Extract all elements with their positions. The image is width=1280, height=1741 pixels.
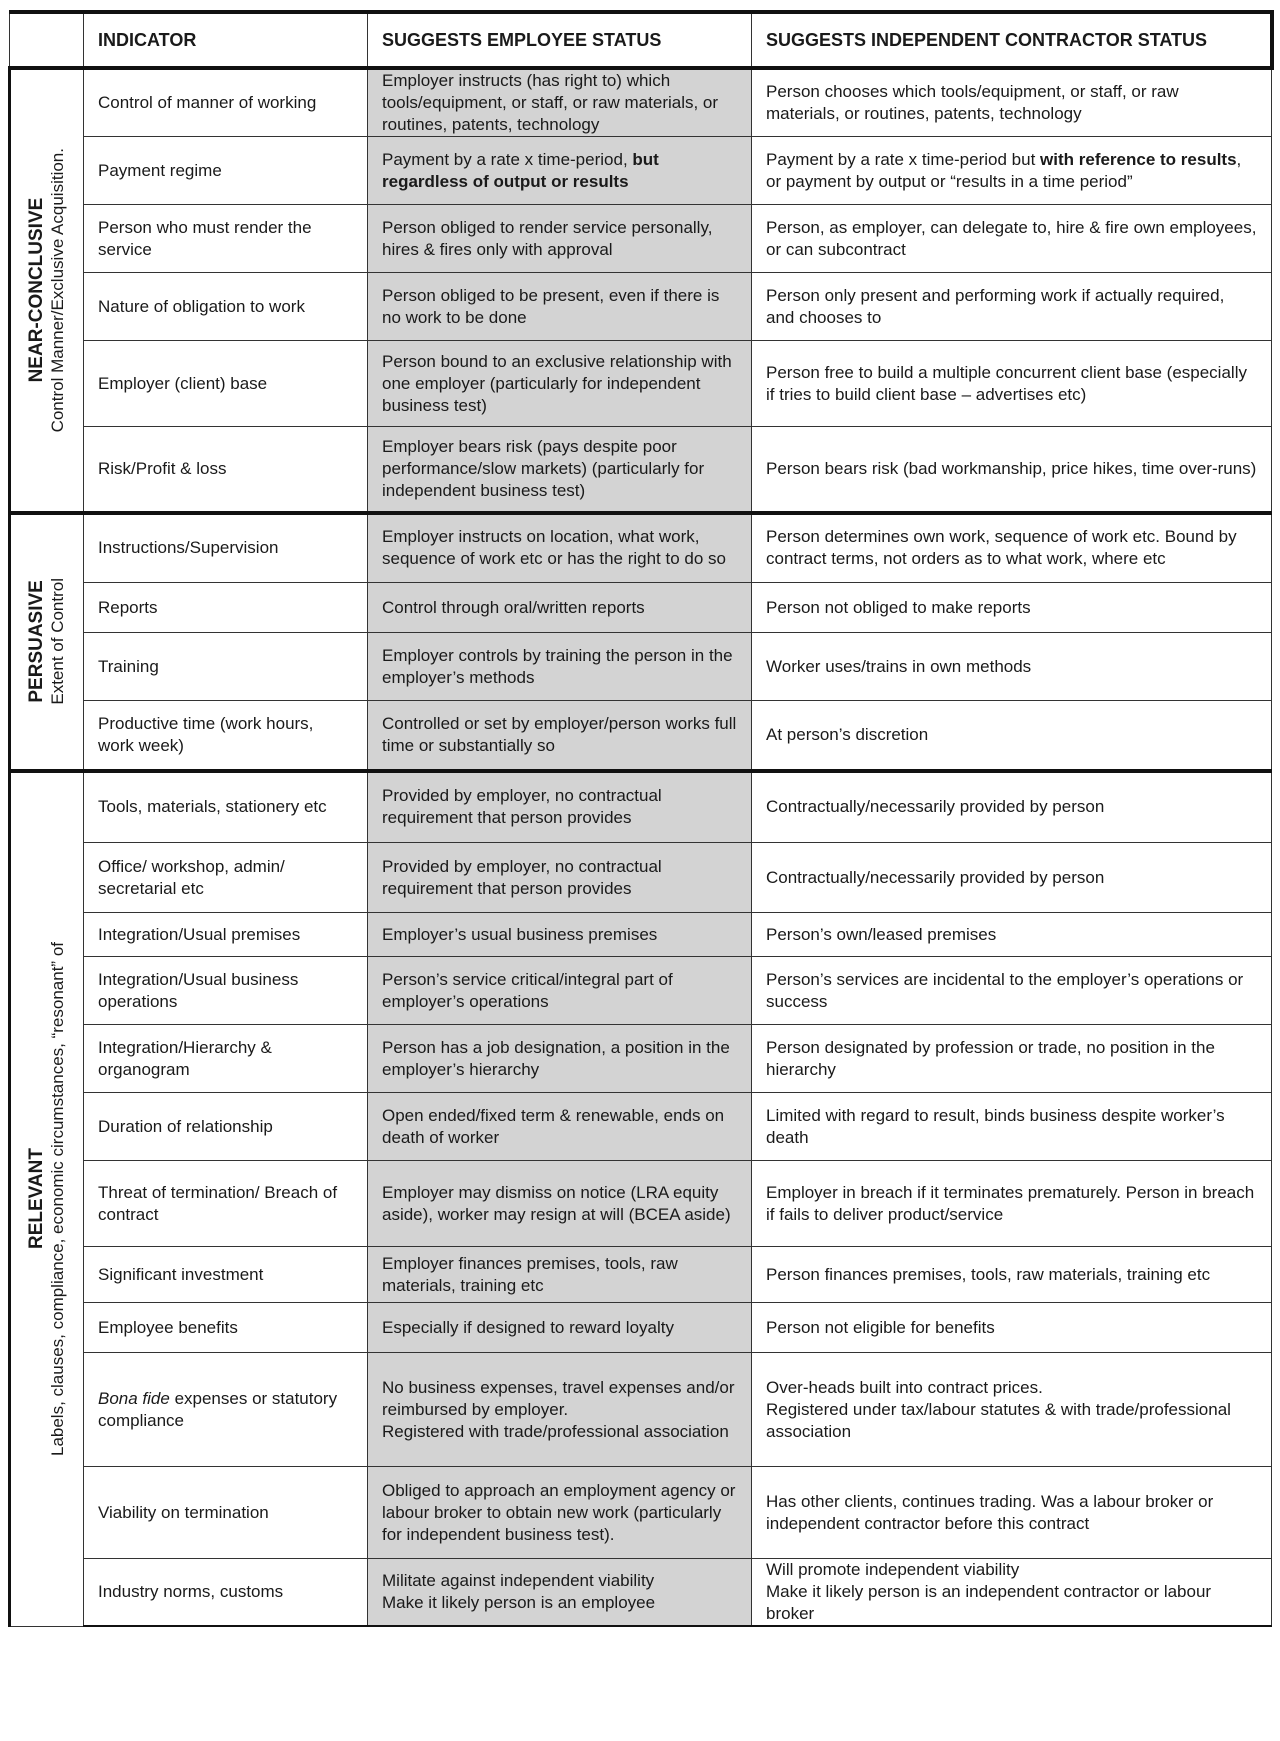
- table-row: [10, 1025, 1272, 1093]
- table-row: [10, 427, 1272, 513]
- cell-text: Integration/Hierarchy & organogram: [98, 1037, 272, 1079]
- cell-text: Integration/Usual business operations: [98, 969, 299, 1011]
- table-row: [10, 1161, 1272, 1247]
- table-row: [10, 1467, 1272, 1559]
- indicator-cell: [84, 205, 368, 273]
- contractor-status-cell: [752, 1353, 1272, 1467]
- cell-text: Nature of obligation to work: [98, 296, 305, 316]
- cell-text: Person finances premises, tools, raw materials, training etc: [766, 1264, 1211, 1284]
- cell-text: Employer bears risk (pays despite poor performance/slow markets) (particularly for independent business test): [382, 436, 705, 500]
- contractor-status-cell: [752, 1559, 1272, 1627]
- cell-text: Over-heads built into contract prices.: [766, 1377, 1043, 1397]
- cell-text: Militate against independent viability: [382, 1571, 655, 1590]
- employee-status-cell: [368, 427, 752, 513]
- table-row: [10, 1303, 1272, 1353]
- cell-text: Payment by a rate x time-period but: [766, 149, 1041, 169]
- indicator-cell: [84, 701, 368, 771]
- header-employee-status: SUGGESTS EMPLOYEE STATUS: [368, 12, 752, 68]
- table-row: [10, 771, 1272, 843]
- cell-text: Person obliged to render service personally, hires & fires only with approval: [382, 217, 713, 259]
- cell-text: Person who must render the service: [98, 217, 312, 259]
- employee-status-cell: [368, 771, 752, 843]
- table-body: [10, 68, 1272, 1626]
- cell-text: Reports: [98, 597, 158, 617]
- cell-text: Employer finances premises, tools, raw materials, training etc: [382, 1253, 678, 1295]
- cell-text: Bona fide: [98, 1388, 170, 1408]
- cell-text: Person obliged to be present, even if there is no work to be done: [382, 285, 720, 327]
- employee-status-cell: [368, 205, 752, 273]
- cell-text: Office/ workshop, admin/ secretarial etc: [98, 856, 285, 898]
- indicator-cell: [84, 513, 368, 583]
- cell-text: Especially if designed to reward loyalty: [382, 1317, 674, 1337]
- table-row: [10, 843, 1272, 913]
- indicator-cell: [84, 1559, 368, 1627]
- employee-status-cell: [368, 68, 752, 137]
- cell-text: Provided by employer, no contractual requirement that person provides: [382, 856, 662, 898]
- cell-text: Employer may dismiss on notice (LRA equity aside), worker may resign at will (BCEA aside): [382, 1182, 731, 1224]
- status-indicator-table-wrapper: [8, 10, 1270, 1627]
- contractor-status-cell: [752, 137, 1272, 205]
- cell-text: Instructions/Supervision: [98, 538, 279, 558]
- cell-text: Person designated by profession or trade, no position in the hierarchy: [766, 1037, 1215, 1079]
- category-cell: [10, 68, 84, 513]
- indicator-cell: [84, 137, 368, 205]
- category-cell: [10, 771, 84, 1627]
- indicator-cell: [84, 427, 368, 513]
- employee-status-cell: [368, 1161, 752, 1247]
- table-row: [10, 68, 1272, 137]
- cell-text: Person free to build a multiple concurrent client base (especially if tries to build client base – advertises etc): [766, 362, 1247, 404]
- cell-text: Employee benefits: [98, 1317, 238, 1337]
- cell-text: Person’s own/leased premises: [766, 924, 997, 944]
- indicator-cell: [84, 843, 368, 913]
- cell-text: Risk/Profit & loss: [98, 458, 227, 478]
- contractor-status-cell: [752, 1247, 1272, 1303]
- category-title: RELEVANT: [26, 1148, 47, 1250]
- indicator-cell: [84, 771, 368, 843]
- contractor-status-cell: [752, 1303, 1272, 1353]
- table-row: [10, 1353, 1272, 1467]
- contractor-status-cell: [752, 205, 1272, 273]
- header-contractor-status: SUGGESTS INDEPENDENT CONTRACTOR STATUS: [752, 12, 1272, 68]
- cell-text: Provided by employer, no contractual requirement that person provides: [382, 786, 662, 828]
- employee-status-cell: [368, 137, 752, 205]
- indicator-cell: [84, 633, 368, 701]
- indicator-cell: [84, 341, 368, 427]
- cell-line: Registered with trade/professional association: [382, 1421, 729, 1441]
- employee-status-cell: [368, 1025, 752, 1093]
- employee-status-cell: [368, 843, 752, 913]
- cell-text: Person determines own work, sequence of work etc. Bound by contract terms, not orders as to what work, where etc: [766, 527, 1237, 569]
- contractor-status-cell: [752, 341, 1272, 427]
- table-header: [10, 12, 1272, 68]
- employee-status-cell: [368, 1559, 752, 1627]
- cell-text: Employer in breach if it terminates prematurely. Person in breach if fails to deliver product/service: [766, 1182, 1255, 1224]
- table-row: [10, 1559, 1272, 1627]
- contractor-status-cell: [752, 633, 1272, 701]
- indicator-cell: [84, 1247, 368, 1303]
- employee-status-cell: [368, 341, 752, 427]
- cell-text: Person’s service critical/integral part of employer’s operations: [382, 969, 673, 1011]
- employee-status-cell: [368, 957, 752, 1025]
- cell-text: Person bound to an exclusive relationship with one employer (particularly for independent business test): [382, 351, 732, 415]
- cell-text: Employer (client) base: [98, 373, 268, 393]
- cell-text: No business expenses, travel expenses and/or reimbursed by employer.: [382, 1377, 735, 1419]
- contractor-status-cell: [752, 427, 1272, 513]
- category-title: PERSUASIVE: [26, 580, 47, 703]
- cell-text: Will promote independent viability: [766, 1560, 1020, 1579]
- table-row: [10, 273, 1272, 341]
- contractor-status-cell: [752, 957, 1272, 1025]
- header-indicator: INDICATOR: [84, 12, 368, 68]
- indicator-cell: [84, 957, 368, 1025]
- cell-text: Payment by a rate x time-period,: [382, 149, 633, 169]
- cell-text: Open ended/fixed term & renewable, ends on death of worker: [382, 1105, 725, 1147]
- cell-text: Integration/Usual premises: [98, 924, 301, 944]
- contractor-status-cell: [752, 1467, 1272, 1559]
- cell-text: Control through oral/written reports: [382, 597, 645, 617]
- cell-text: Employer’s usual business premises: [382, 924, 658, 944]
- cell-text: Person only present and performing work if actually required, and chooses to: [766, 285, 1225, 327]
- cell-text: , or payment by output or “results in a time period”: [766, 149, 1242, 191]
- cell-text: Person has a job designation, a position in the employer’s hierarchy: [382, 1037, 730, 1079]
- cell-text: Tools, materials, stationery etc: [98, 797, 327, 817]
- table-row: [10, 633, 1272, 701]
- cell-text: Threat of termination/ Breach of contract: [98, 1182, 338, 1224]
- employee-status-cell: [368, 1093, 752, 1161]
- table-row: [10, 1093, 1272, 1161]
- contractor-status-cell: [752, 843, 1272, 913]
- header-row: [10, 12, 1272, 68]
- cell-text: with reference to results: [1040, 149, 1237, 169]
- employee-status-cell: [368, 913, 752, 957]
- indicator-cell: [84, 1161, 368, 1247]
- contractor-status-cell: [752, 513, 1272, 583]
- indicator-cell: [84, 1025, 368, 1093]
- cell-line: Make it likely person is an independent contractor or labour broker: [766, 1582, 1212, 1623]
- cell-text: Person not eligible for benefits: [766, 1317, 995, 1337]
- category-subtitle: Control Manner/Exclusive Acquisition.: [48, 148, 67, 433]
- table-row: [10, 913, 1272, 957]
- table-row: [10, 137, 1272, 205]
- cell-text: Contractually/necessarily provided by person: [766, 797, 1105, 817]
- cell-text: Person, as employer, can delegate to, hire & fire own employees, or can subcontract: [766, 217, 1257, 259]
- cell-text: Obliged to approach an employment agency or labour broker to obtain new work (particularly for independent business test).: [382, 1480, 736, 1544]
- cell-text: expenses or statutory compliance: [98, 1388, 338, 1430]
- cell-text: Payment regime: [98, 160, 222, 180]
- indicator-cell: [84, 583, 368, 633]
- contractor-status-cell: [752, 913, 1272, 957]
- cell-text: Industry norms, customs: [98, 1582, 284, 1601]
- employee-status-cell: [368, 701, 752, 771]
- contractor-status-cell: [752, 1025, 1272, 1093]
- contractor-status-cell: [752, 583, 1272, 633]
- cell-text: Control of manner of working: [98, 93, 317, 112]
- employee-status-cell: [368, 583, 752, 633]
- cell-line: Registered under tax/labour statutes & with trade/professional association: [766, 1399, 1231, 1441]
- contractor-status-cell: [752, 68, 1272, 137]
- indicator-cell: [84, 1303, 368, 1353]
- cell-text: Productive time (work hours, work week): [98, 713, 314, 755]
- employee-status-cell: [368, 1247, 752, 1303]
- table-row: [10, 513, 1272, 583]
- cell-text: but regardless of output or results: [382, 149, 659, 191]
- table-row: [10, 583, 1272, 633]
- cell-text: Employer controls by training the person in the employer’s methods: [382, 645, 733, 687]
- employee-status-cell: [368, 1467, 752, 1559]
- employee-status-cell: [368, 1353, 752, 1467]
- cell-text: Person not obliged to make reports: [766, 597, 1031, 617]
- category-title: NEAR-CONCLUSIVE: [26, 197, 47, 383]
- cell-text: Contractually/necessarily provided by person: [766, 867, 1105, 887]
- cell-line: Make it likely person is an employee: [382, 1593, 656, 1612]
- cell-text: Significant investment: [98, 1264, 264, 1284]
- cell-text: Employer instructs on location, what work, sequence of work etc or has the right to do so: [382, 527, 726, 569]
- employee-status-cell: [368, 513, 752, 583]
- cell-text: Person’s services are incidental to the employer’s operations or success: [766, 969, 1244, 1011]
- contractor-status-cell: [752, 1161, 1272, 1247]
- cell-text: At person’s discretion: [766, 724, 929, 744]
- indicator-cell: [84, 273, 368, 341]
- cell-text: Person bears risk (bad workmanship, price hikes, time over-runs): [766, 458, 1257, 478]
- cell-text: Duration of relationship: [98, 1116, 273, 1136]
- table-row: [10, 205, 1272, 273]
- table-row: [10, 957, 1272, 1025]
- cell-text: Employer instructs (has right to) which tools/equipment, or staff, or raw materials, or routines, patents, technology: [382, 71, 719, 134]
- indicator-cell: [84, 913, 368, 957]
- contractor-status-cell: [752, 771, 1272, 843]
- category-subtitle: Labels, clauses, compliance, economic circumstances, “resonant” of: [48, 941, 67, 1456]
- indicator-cell: [84, 68, 368, 137]
- header-category: [10, 12, 84, 68]
- contractor-status-cell: [752, 701, 1272, 771]
- table-row: [10, 1247, 1272, 1303]
- table-row: [10, 701, 1272, 771]
- cell-text: Person chooses which tools/equipment, or staff, or raw materials, or routines, patents, technology: [766, 82, 1179, 123]
- category-cell: [10, 513, 84, 771]
- cell-text: Training: [98, 656, 159, 676]
- contractor-status-cell: [752, 273, 1272, 341]
- indicator-cell: [84, 1093, 368, 1161]
- indicator-cell: [84, 1467, 368, 1559]
- cell-text: Viability on termination: [98, 1502, 269, 1522]
- employee-status-cell: [368, 1303, 752, 1353]
- cell-text: Has other clients, continues trading. Was a labour broker or independent contractor before this contract: [766, 1491, 1214, 1533]
- employee-status-cell: [368, 633, 752, 701]
- contractor-status-cell: [752, 1093, 1272, 1161]
- cell-text: Controlled or set by employer/person works full time or substantially so: [382, 713, 737, 755]
- table-row: [10, 341, 1272, 427]
- status-indicator-table: [8, 10, 1274, 1627]
- employee-status-cell: [368, 273, 752, 341]
- cell-text: Limited with regard to result, binds business despite worker’s death: [766, 1105, 1225, 1147]
- indicator-cell: [84, 1353, 368, 1467]
- category-subtitle: Extent of Control: [48, 578, 67, 705]
- cell-text: Worker uses/trains in own methods: [766, 656, 1032, 676]
